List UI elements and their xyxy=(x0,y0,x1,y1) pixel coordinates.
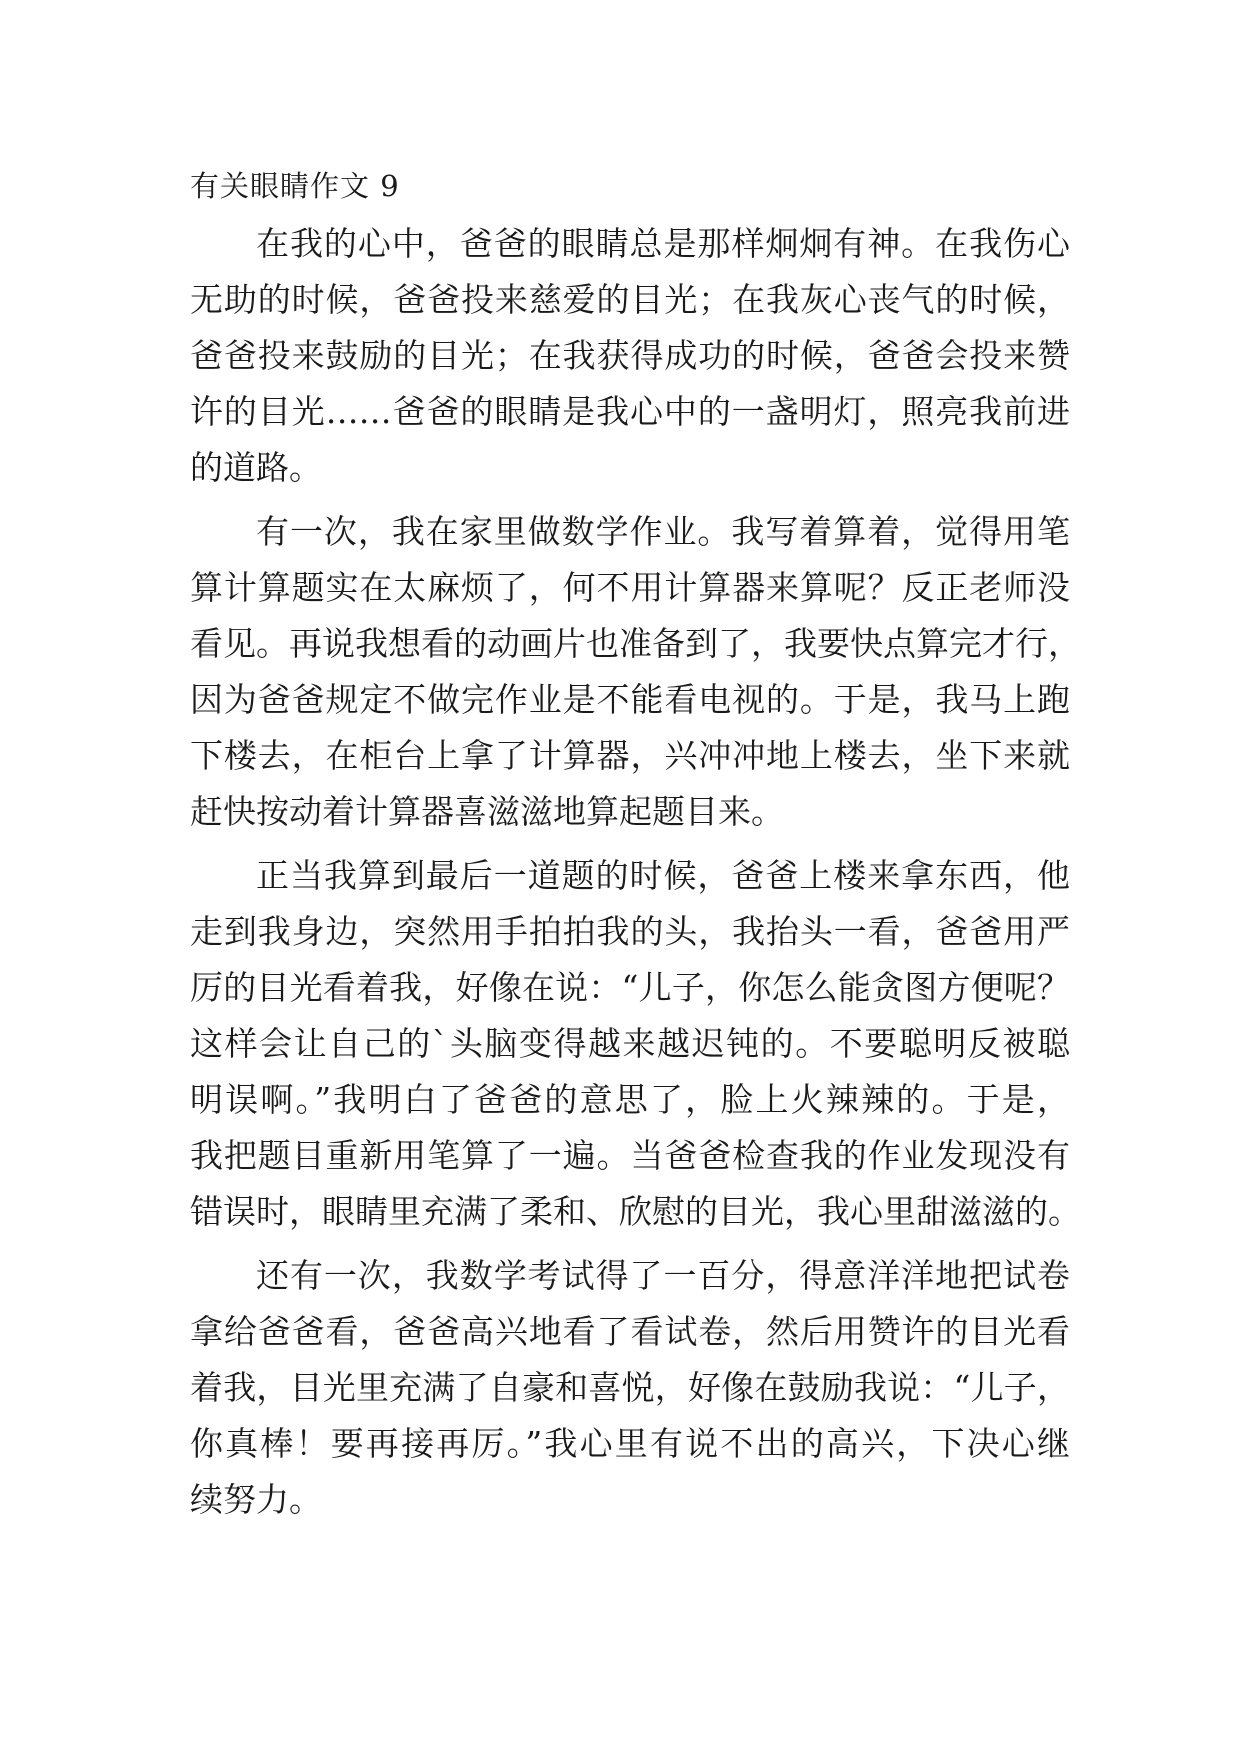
paragraph-line: 的道路。 xyxy=(190,448,322,487)
paragraph-line: 拿给爸爸看，爸爸高兴地看了看试卷，然后用赞许的目光看 xyxy=(190,1312,1070,1351)
paragraph-line: 续努力。 xyxy=(190,1480,322,1519)
paragraph-line: 正当我算到最后一道题的时候，爸爸上楼来拿东西，他 xyxy=(256,856,1070,895)
paragraph-line: 爸爸投来鼓励的目光；在我获得成功的时候，爸爸会投来赞 xyxy=(190,336,1070,375)
paragraph-line: 这样会让自己的`头脑变得越来越迟钝的。不要聪明反被聪 xyxy=(190,1024,1070,1063)
paragraph-line: 着我，目光里充满了自豪和喜悦，好像在鼓励我说：“儿子， xyxy=(190,1368,1070,1407)
paragraph-line: 走到我身边，突然用手拍拍我的头，我抬头一看，爸爸用严 xyxy=(190,912,1070,951)
paragraph-line: 厉的目光看着我，好像在说：“儿子，你怎么能贪图方便呢？ xyxy=(190,968,1070,1007)
paragraph-line: 因为爸爸规定不做完作业是不能看电视的。于是，我马上跑 xyxy=(190,680,1070,719)
paragraph-line: 还有一次，我数学考试得了一百分，得意洋洋地把试卷 xyxy=(256,1256,1070,1295)
paragraph-line: 错误时，眼睛里充满了柔和、欣慰的目光，我心里甜滋滋的。 xyxy=(190,1192,1081,1231)
paragraph-line: 许的目光……爸爸的眼睛是我心中的一盏明灯，照亮我前进 xyxy=(190,392,1070,431)
paragraph-line: 在我的心中，爸爸的眼睛总是那样炯炯有神。在我伤心 xyxy=(256,224,1070,263)
paragraph-line: 算计算题实在太麻烦了，何不用计算器来算呢？反正老师没 xyxy=(190,568,1070,607)
paragraph-line: 看见。再说我想看的动画片也准备到了，我要快点算完才行， xyxy=(190,624,1081,663)
document-title: 有关眼睛作文 9 xyxy=(190,169,400,203)
paragraph-line: 明误啊。”我明白了爸爸的意思了，脸上火辣辣的。于是， xyxy=(190,1080,1070,1119)
paragraph-line: 你真棒！要再接再厉。”我心里有说不出的高兴，下决心继 xyxy=(190,1424,1070,1463)
paragraph-line: 赶快按动着计算器喜滋滋地算起题目来。 xyxy=(190,792,784,831)
paragraph-line: 无助的时候，爸爸投来慈爱的目光；在我灰心丧气的时候， xyxy=(190,280,1070,319)
paragraph-line: 我把题目重新用笔算了一遍。当爸爸检查我的作业发现没有 xyxy=(190,1136,1070,1175)
paragraph-line: 有一次，我在家里做数学作业。我写着算着，觉得用笔 xyxy=(256,512,1070,551)
paragraph-line: 下楼去，在柜台上拿了计算器，兴冲冲地上楼去，坐下来就 xyxy=(190,736,1070,775)
